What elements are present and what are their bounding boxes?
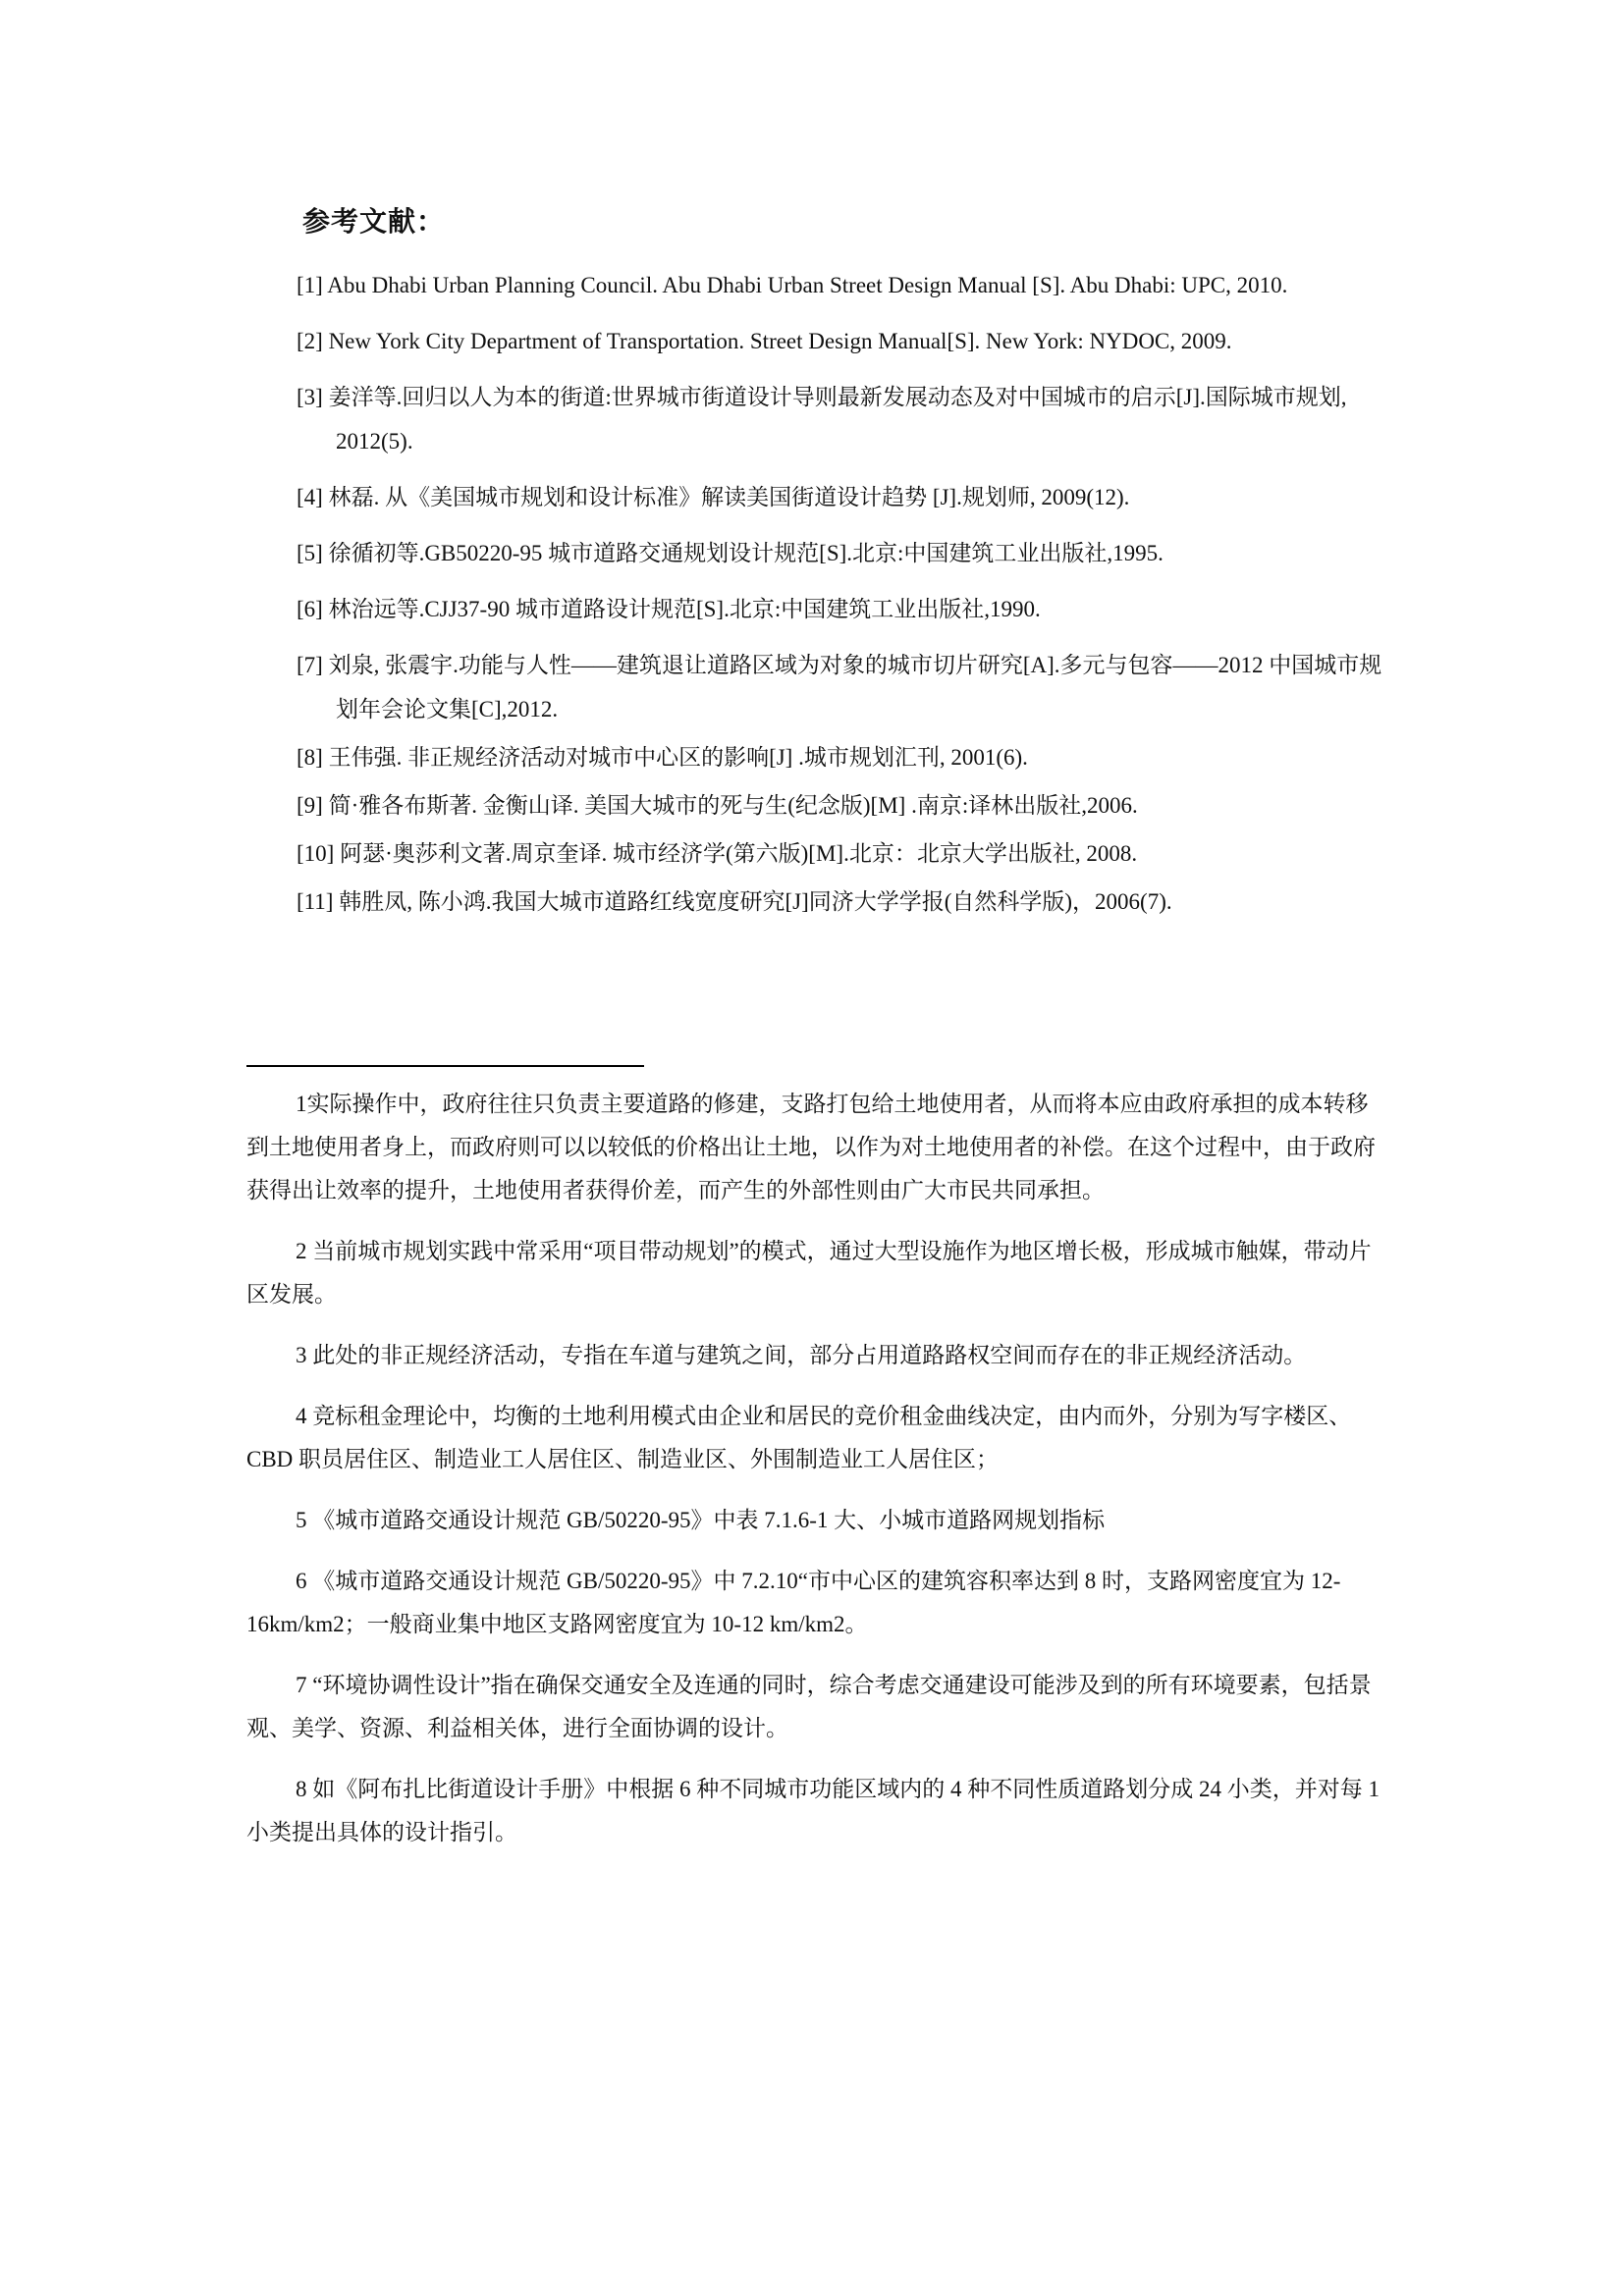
reference-item: [1] Abu Dhabi Urban Planning Council. Abu Dhabi Urban Street Design Manual [S]. Abu Dhabi: UPC, 2010.: [297, 273, 1288, 297]
footnote-item: 3 此处的非正规经济活动，专指在车道与建筑之间，部分占用道路路权空间而存在的非正规经济活动。: [296, 1343, 1307, 1367]
footnote-item: 4 竞标租金理论中，均衡的土地利用模式由企业和居民的竞价租金曲线决定，由内而外，分别为写字楼区、CBD 职员居住区、制造业工人居住区、制造业区、外围制造业工人居住区；: [246, 1404, 1352, 1471]
reference-item: [5] 徐循初等.GB50220-95 城市道路交通规划设计规范[S].北京:中国建筑工业出版社,1995.: [297, 541, 1164, 565]
reference-item: [8] 王伟强. 非正规经济活动对城市中心区的影响[J] .城市规划汇刊, 2001(6).: [297, 745, 1028, 770]
reference-item: [6] 林治远等.CJJ37-90 城市道路设计规范[S].北京:中国建筑工业出版社,1990.: [297, 597, 1041, 621]
footnote-item: 2 当前城市规划实践中常采用“项目带动规划”的模式，通过大型设施作为地区增长极，形成城市触媒，带动片区发展。: [246, 1239, 1372, 1307]
reference-item: [3] 姜洋等.回归以人为本的街道:世界城市街道设计导则最新发展动态及对中国城市的启示[J].国际城市规划, 2012(5).: [297, 385, 1347, 454]
footnote-item: 5 《城市道路交通设计规范 GB/50220-95》中表 7.1.6-1 大、小城市道路网规划指标: [296, 1508, 1106, 1532]
footnotes: [246, 1083, 1387, 1854]
references-heading: 参考文献：: [302, 205, 446, 238]
footnote-item: 1实际操作中，政府往往只负责主要道路的修建，支路打包给土地使用者，从而将本应由政府承担的成本转移到土地使用者身上，而政府则可以以较低的价格出让土地，以作为对土地使用者的补偿。在这个过程中，由于政府获得出让效率的提升，土地使用者获得价差，而产生的外部性则由广大市民共同承担。: [246, 1092, 1376, 1202]
footnote-divider: [246, 1065, 644, 1067]
reference-item: [2] New York City Department of Transportation. Street Design Manual[S]. New York: NYDOC, 2009.: [297, 329, 1232, 353]
references-list: [297, 263, 1396, 924]
reference-item: [4] 林磊. 从《美国城市规划和设计标准》解读美国街道设计趋势 [J].规划师, 2009(12).: [297, 485, 1130, 509]
reference-item: [7] 刘泉, 张震宇.功能与人性——建筑退让道路区域为对象的城市切片研究[A].多元与包容——2012 中国城市规划年会论文集[C],2012.: [297, 653, 1382, 721]
reference-item: [11] 韩胜凤, 陈小鸿.我国大城市道路红线宽度研究[J]同济大学学报(自然科学版)，2006(7).: [297, 889, 1172, 914]
reference-item: [9] 简·雅各布斯著. 金衡山译. 美国大城市的死与生(纪念版)[M] .南京:译林出版社,2006.: [297, 793, 1138, 818]
footnote-item: 6 《城市道路交通设计规范 GB/50220-95》中 7.2.10“市中心区的建筑容积率达到 8 时，支路网密度宜为 12-16km/km2；一般商业集中地区支路网密度宜为 10-12 km/km2。: [246, 1569, 1341, 1636]
footnote-item: 8 如《阿布扎比街道设计手册》中根据 6 种不同城市功能区域内的 4 种不同性质道路划分成 24 小类，并对每 1 小类提出具体的设计指引。: [246, 1777, 1380, 1844]
footnote-item: 7 “环境协调性设计”指在确保交通安全及连通的同时，综合考虑交通建设可能涉及到的所有环境要素，包括景观、美学、资源、利益相关体，进行全面协调的设计。: [246, 1673, 1372, 1740]
reference-item: [10] 阿瑟·奥莎利文著.周京奎译. 城市经济学(第六版)[M].北京：北京大学出版社, 2008.: [297, 841, 1138, 866]
